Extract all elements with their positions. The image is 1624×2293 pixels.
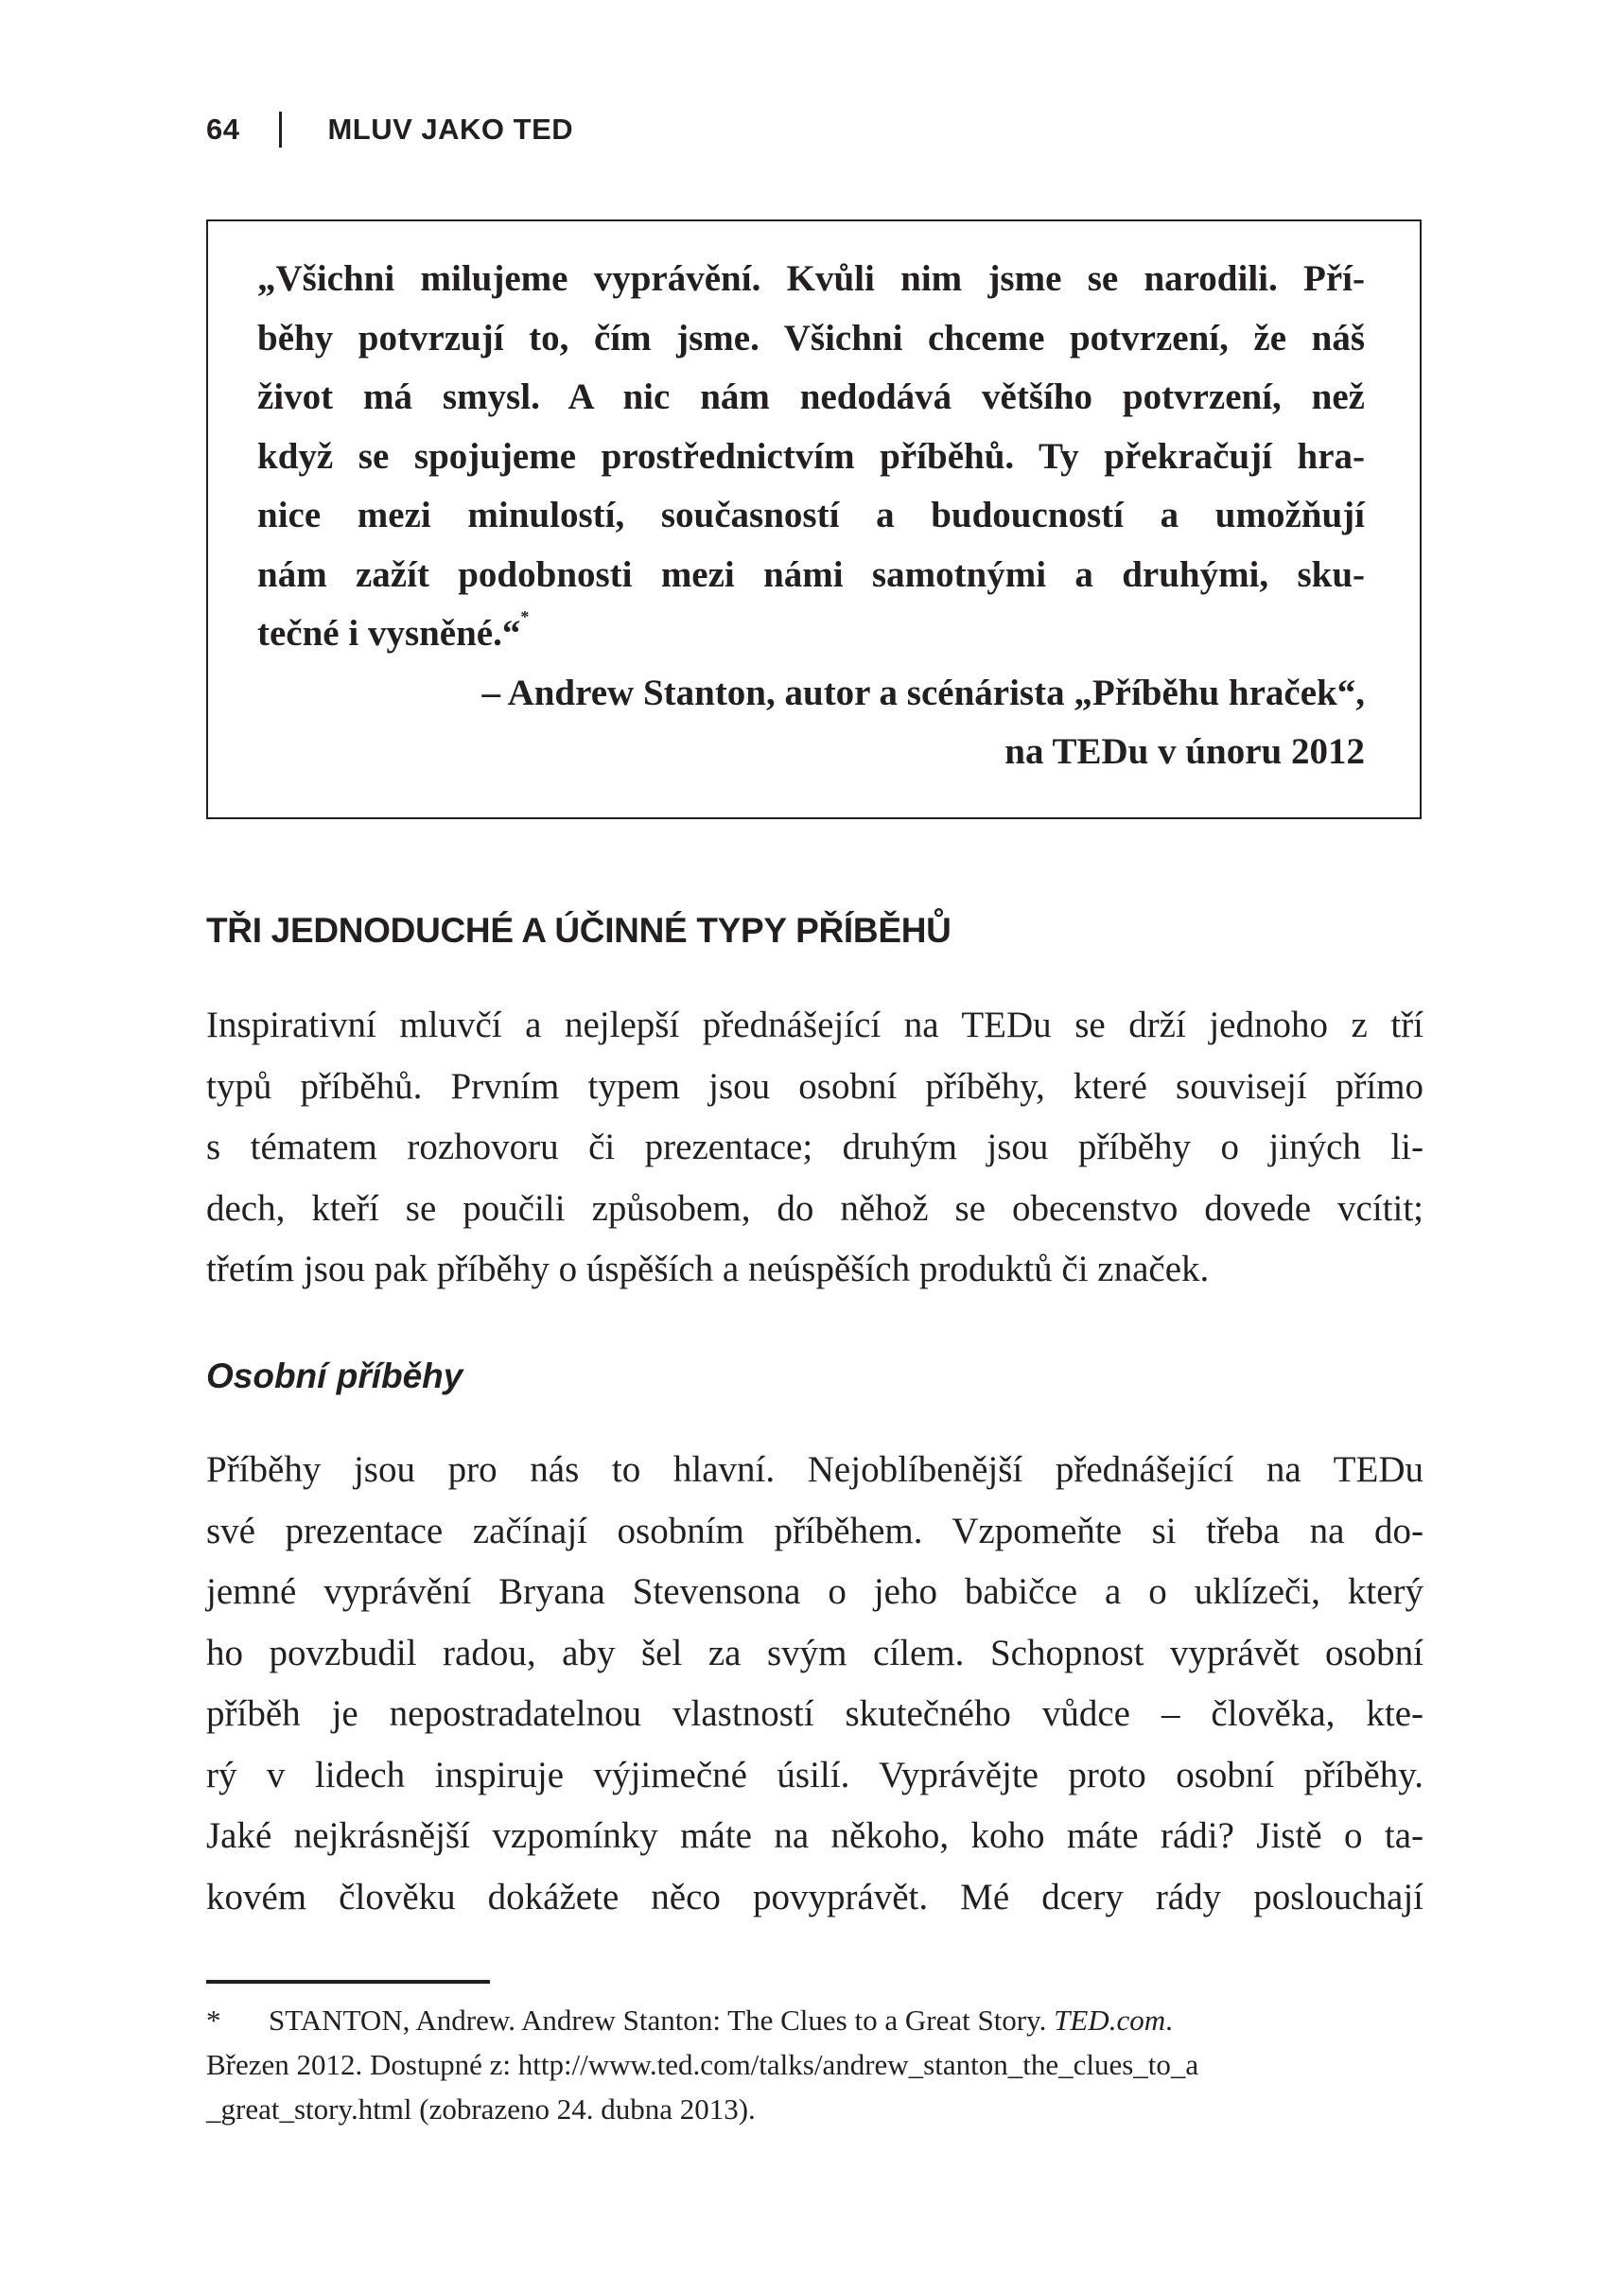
paragraph-line: příběh je nepostradatelnou vlastností skutečného vůdce – člověka, kte- [206,1693,1423,1734]
book-title: MLUV JAKO TED [327,113,574,146]
footnote-rule [206,1980,490,1984]
paragraph-line: kovém člověku dokážete něco povyprávět. Mé dcery rády poslouchají [206,1876,1423,1917]
footnote-line [206,1998,1423,2042]
footnote-citation: STANTON, Andrew. Andrew Stanton: The Clues to a Great Story. [269,2004,1055,2037]
quote-line: nice mezi minulostí, současností a budoucností a umožňují [257,495,1365,535]
running-head [206,112,573,148]
quote-line: když se spojujeme prostřednictvím příběhů. Ty překračují hra- [257,435,1365,477]
subsection-paragraph [206,1440,1423,1928]
paragraph-line: ho povzbudil radou, aby šel za svým cílem. Schopnost vyprávět osobní [206,1632,1423,1673]
paragraph-line: Jaké nejkrásnější vzpomínky máte na někoho, koho máte rádi? Jistě o ta- [206,1815,1423,1856]
quote-box [206,219,1422,819]
paragraph-line: s tématem rozhovoru či prezentace; druhým jsou příběhy o jiných li- [206,1127,1423,1167]
footnote-reference: * [520,607,530,626]
paragraph-line: třetím jsou pak příběhy o úspěších a neúspěších produktů či značek. [206,1249,1210,1289]
quote-line: tečné i vysněné.“ [257,613,521,654]
quote-attribution-date: na TEDu v únoru 2012 [1004,731,1365,772]
quote-attribution: – Andrew Stanton, autor a scénárista „Příběhu hraček“, [481,672,1365,713]
paragraph-line: jemné vyprávění Bryana Stevensona o jeho babičce a o uklízeči, který [206,1571,1423,1612]
quote-line: život má smysl. A nic nám nedodává většího potvrzení, než [257,376,1365,417]
footnote-period: . [1165,2004,1173,2037]
footnote-mark: * [206,2004,221,2037]
footnote [206,1998,1423,2131]
paragraph-line: dech, kteří se poučili způsobem, do něhož se obecenstvo dovede vcítit; [206,1187,1423,1229]
paragraph-line: Příběhy jsou pro nás to hlavní. Nejoblíbenější přednášející na TEDu [206,1449,1423,1490]
quote-last-line [257,604,1365,664]
quote-line: nám zažít podobnosti mezi námi samotnými a druhými, sku- [257,553,1365,595]
footnote-line: Březen 2012. Dostupné z: http://www.ted.com/talks/andrew_stanton_the_clues_to_a [206,2048,1199,2081]
quote-line: běhy potvrzují to, čím jsme. Všichni chceme potvrzení, že náš [257,317,1365,359]
section-heading: TŘI JEDNODUCHÉ A ÚČINNÉ TYPY PŘÍBĚHŮ [206,911,952,950]
header-divider [279,112,282,148]
footnote-line: _great_story.html (zobrazeno 24. dubna 2013). [206,2092,756,2126]
paragraph-line: rý v lidech inspiruje výjimečné úsilí. Vyprávějte proto osobní příběhy. [206,1754,1423,1795]
page-number: 64 [206,113,240,146]
footnote-source: TED.com [1054,2004,1166,2037]
paragraph-line: své prezentace začínají osobním příběhem. Vzpomeňte si třeba na do- [206,1510,1423,1551]
section-paragraph [206,995,1423,1301]
paragraph-line: typů příběhů. Prvním typem jsou osobní příběhy, které souvisejí přímo [206,1065,1423,1107]
subsection-heading: Osobní příběhy [206,1357,463,1395]
quote-line: „Všichni milujeme vyprávění. Kvůli nim jsme se narodili. Pří- [257,258,1365,299]
paragraph-line: Inspirativní mluvčí a nejlepší přednášející na TEDu se drží jednoho z tří [206,1005,1423,1045]
